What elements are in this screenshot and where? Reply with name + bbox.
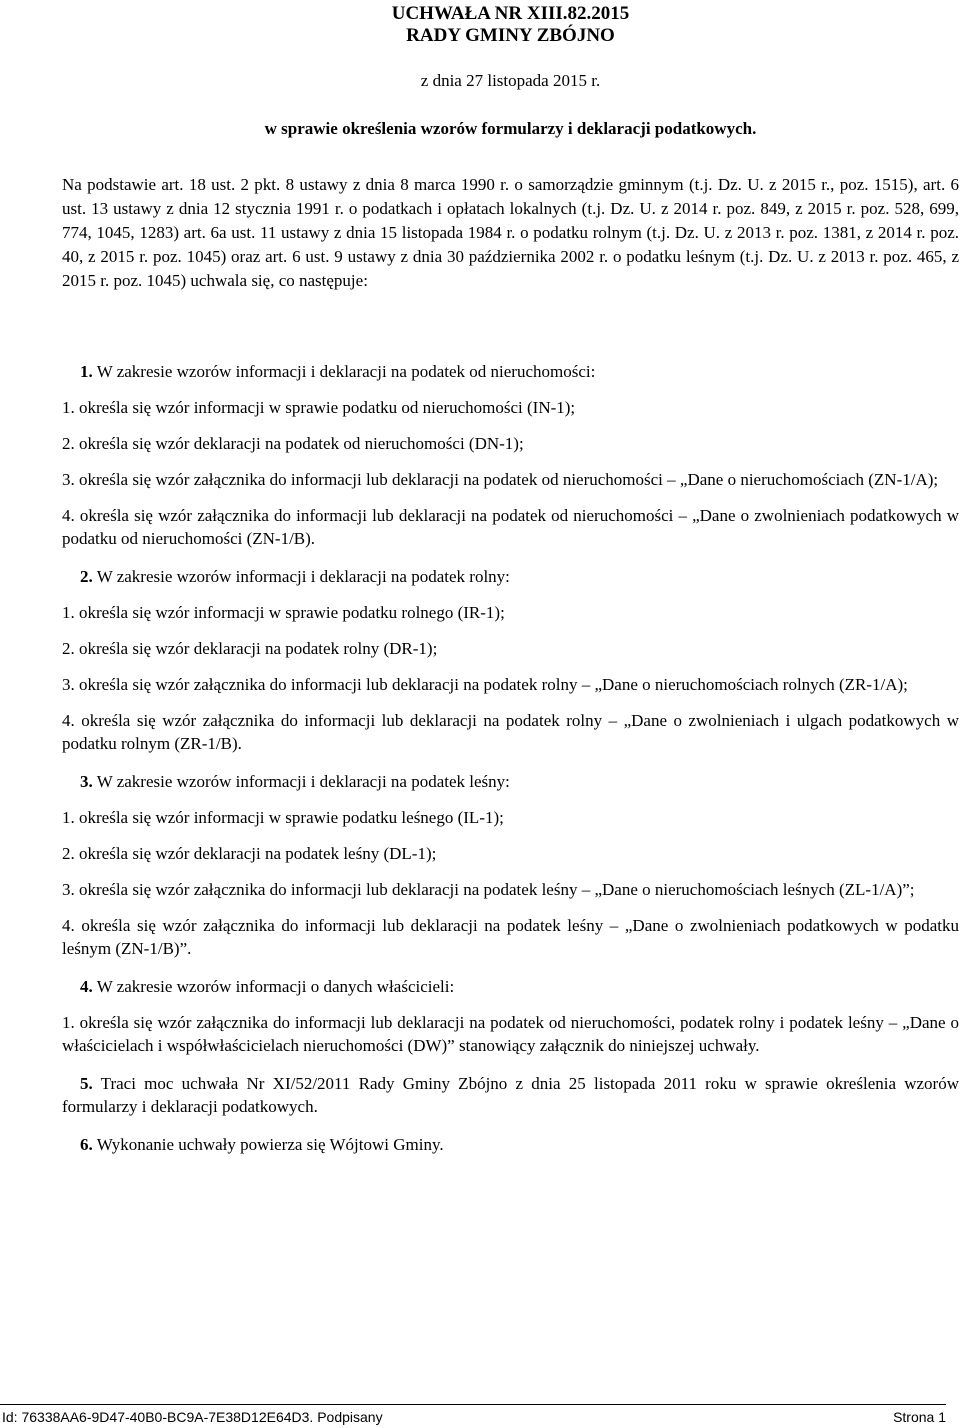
section-heading-text: W zakresie wzorów informacji i deklaracji na podatek leśny:	[96, 772, 510, 791]
list-item: 3. określa się wzór załącznika do informacji lub deklaracji na podatek leśny – „Dane o nieruchomościach leśnych (ZL-1/A)”;	[62, 880, 915, 899]
resolution-date: z dnia 27 listopada 2015 r.	[420, 71, 601, 90]
section-heading-text: W zakresie wzorów informacji i deklaracji na podatek od nieruchomości:	[96, 362, 596, 381]
execution-text: Wykonanie uchwały powierza się Wójtowi Gminy.	[96, 1135, 444, 1154]
list-item: 3. określa się wzór załącznika do informacji lub deklaracji na podatek od nieruchomości – „Dane o nieruchomościach (ZN-1/A);	[62, 470, 939, 489]
list-item: 4. określa się wzór załącznika do informacji lub deklaracji na podatek od nieruchomości – „Dane o zwolnieniach podatkowych w podatku od nieruchomości (ZN-1/B).	[62, 506, 959, 548]
legal-basis-preamble: Na podstawie art. 18 ust. 2 pkt. 8 ustawy z dnia 8 marca 1990 r. o samorządzie gminnym (t.j. Dz. U. z 2015 r., poz. 1515), art. 6 ust. 13 ustawy z dnia 12 stycznia 1991 r. o podatkach i opłatach lokalnych (t.j. Dz. U. z 2014 r. poz. 849, z 2015 r. poz. 528, 699, 774, 1045, 1283) art. 6a ust. 11 ustawy z dnia 15 listopada 1984 r. o podatku rolnym (t.j. Dz. U. z 2013 r. poz. 1381, z 2014 r. poz. 40, z 2015 r. poz. 1045) oraz art. 6 ust. 9 ustawy z dnia 30 października 2002 r. o podatku leśnym (t.j. Dz. U. z 2013 r. poz. 465, z 2015 r. poz. 1045) uchwala się, co następuje:	[62, 175, 959, 290]
page-number: Strona 1	[893, 1409, 946, 1425]
list-item: 2. określa się wzór deklaracji na podatek leśny (DL-1);	[62, 844, 437, 863]
list-item: 2. określa się wzór deklaracji na podatek od nieruchomości (DN-1);	[62, 434, 524, 453]
repeal-paragraph	[62, 1072, 959, 1118]
list-item: 3. określa się wzór załącznika do informacji lub deklaracji na podatek rolny – „Dane o nieruchomościach rolnych (ZR-1/A);	[62, 675, 908, 694]
section-number: 2.	[80, 567, 93, 586]
section-number: 6.	[80, 1135, 93, 1154]
list-item: 1. określa się wzór informacji w sprawie podatku rolnego (IR-1);	[62, 603, 505, 622]
section-heading-text: W zakresie wzorów informacji o danych właścicieli:	[96, 977, 455, 996]
section-number: 4.	[80, 977, 93, 996]
section-heading-text: W zakresie wzorów informacji i deklaracji na podatek rolny:	[96, 567, 510, 586]
list-item: 1. określa się wzór informacji w sprawie podatku od nieruchomości (IN-1);	[62, 398, 576, 417]
council-name: RADY GMINY ZBÓJNO	[406, 25, 615, 46]
footer-divider	[0, 1404, 946, 1405]
section-number: 1.	[80, 362, 93, 381]
resolution-number: UCHWAŁA NR XIII.82.2015	[391, 3, 630, 24]
resolution-subject: w sprawie określenia wzorów formularzy i deklaracji podatkowych.	[264, 119, 757, 138]
list-item: 1. określa się wzór informacji w sprawie podatku leśnego (IL-1);	[62, 808, 504, 827]
document-id: Id: 76338AA6-9D47-40B0-BC9A-7E38D12E64D3. Podpisany	[2, 1409, 383, 1425]
section-heading	[62, 360, 959, 383]
section-heading	[62, 770, 959, 793]
section-number: 5.	[80, 1074, 93, 1093]
list-item: 2. określa się wzór deklaracji na podatek rolny (DR-1);	[62, 639, 438, 658]
section-number: 3.	[80, 772, 93, 791]
section-heading	[62, 565, 959, 588]
list-item: 4. określa się wzór załącznika do informacji lub deklaracji na podatek leśny – „Dane o zwolnieniach podatkowych w podatku leśnym (ZN-1/B)”.	[62, 916, 959, 958]
resolution-body	[62, 360, 959, 1156]
list-item: 1. określa się wzór załącznika do informacji lub deklaracji na podatek od nieruchomości, podatek rolny i podatek leśny – „Dane o właścicielach i współwłaścicielach nieruchomości (DW)” stanowiący załącznik do niniejszej uchwały.	[62, 1013, 959, 1055]
list-item: 4. określa się wzór załącznika do informacji lub deklaracji na podatek rolny – „Dane o zwolnieniach i ulgach podatkowych w podatku rolnym (ZR-1/B).	[62, 711, 959, 753]
execution-paragraph	[62, 1133, 959, 1156]
section-heading	[62, 975, 959, 998]
repeal-text: Traci moc uchwała Nr XI/52/2011 Rady Gminy Zbójno z dnia 25 listopada 2011 roku w sprawie określenia wzorów formularzy i deklaracji podatkowych.	[62, 1074, 959, 1116]
